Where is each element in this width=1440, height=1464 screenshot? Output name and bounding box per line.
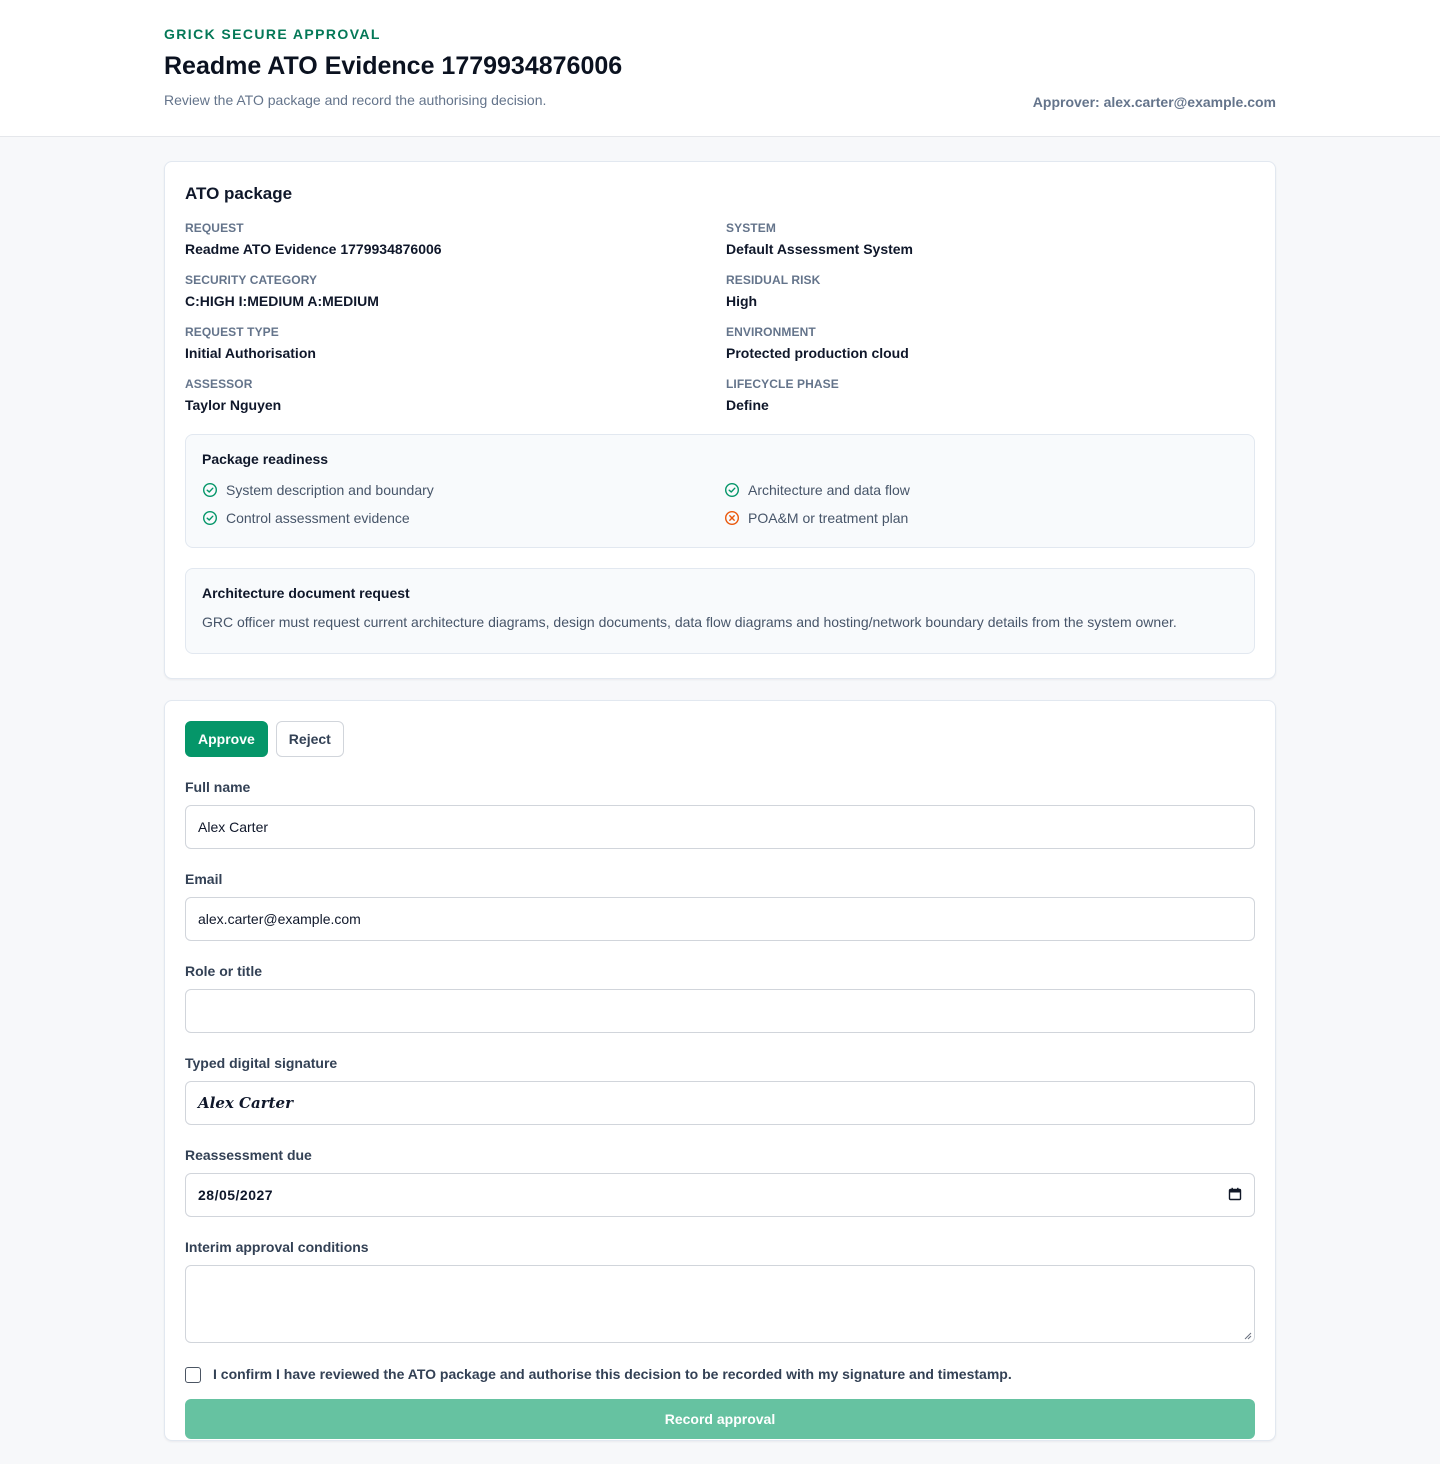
confirm-row: [185, 1365, 1255, 1383]
meta-value: Default Assessment System: [726, 241, 914, 257]
readiness-title: Package readiness: [202, 451, 329, 467]
email-field[interactable]: alex.carter@example.com: [185, 897, 1255, 941]
ato-package-card: [164, 161, 1276, 679]
record-approval-button[interactable]: Record approval: [185, 1399, 1255, 1439]
ato-metadata: [185, 221, 1255, 413]
confirm-label: I confirm I have reviewed the ATO package and authorise this decision to be recorded with my signature and timestamp.: [213, 1366, 1012, 1382]
meta-label: SECURITY CATEGORY: [185, 273, 318, 287]
meta-request: [185, 221, 726, 257]
meta-value: Initial Authorisation: [185, 345, 316, 361]
readiness-item-label: Control assessment evidence: [226, 510, 410, 526]
page-title: Readme ATO Evidence 1779934876006: [164, 52, 623, 80]
resize-grip-icon[interactable]: [1244, 1332, 1252, 1340]
signature-label: Typed digital signature: [185, 1055, 338, 1071]
reject-button[interactable]: Reject: [276, 721, 344, 757]
conditions-label: Interim approval conditions: [185, 1239, 369, 1255]
conditions-textarea[interactable]: [185, 1265, 1255, 1343]
page-header: [0, 0, 1440, 137]
role-label: Role or title: [185, 963, 263, 979]
meta-label: SYSTEM: [726, 221, 776, 235]
meta-environment: [726, 325, 1255, 361]
meta-assessor: [185, 377, 726, 413]
meta-system: [726, 221, 1255, 257]
meta-residual-risk: [726, 273, 1255, 309]
full-name-label: Full name: [185, 779, 251, 795]
meta-label: REQUEST TYPE: [185, 325, 279, 339]
meta-value: Protected production cloud: [726, 345, 909, 361]
check-circle-icon: [724, 482, 740, 498]
approver-label: Approver: alex.carter@example.com: [1032, 94, 1276, 110]
brand-label: GRICK SECURE APPROVAL: [164, 26, 381, 42]
meta-value: High: [726, 293, 758, 309]
check-circle-icon: [202, 482, 218, 498]
check-circle-icon: [202, 510, 218, 526]
x-circle-icon: [724, 510, 740, 526]
calendar-icon[interactable]: [1228, 1187, 1242, 1204]
confirm-checkbox[interactable]: [185, 1367, 201, 1383]
meta-value: Taylor Nguyen: [185, 397, 282, 413]
meta-value: Define: [726, 397, 769, 413]
meta-value: C:HIGH I:MEDIUM A:MEDIUM: [185, 293, 379, 309]
full-name-field[interactable]: Alex Carter: [185, 805, 1255, 849]
package-readiness-panel: [185, 434, 1255, 548]
reassessment-label: Reassessment due: [185, 1147, 312, 1163]
meta-label: ENVIRONMENT: [726, 325, 816, 339]
readiness-item: [202, 510, 724, 526]
readiness-item-label: System description and boundary: [226, 482, 434, 498]
readiness-item: [724, 510, 1238, 526]
role-field[interactable]: [185, 989, 1255, 1033]
reassessment-date-field[interactable]: [185, 1173, 1255, 1217]
architecture-request-title: Architecture document request: [202, 585, 410, 601]
reassessment-date-value: 28/05/2027: [198, 1187, 274, 1203]
meta-lifecycle-phase: [726, 377, 1255, 413]
architecture-request-panel: [185, 568, 1255, 654]
page-subtitle: Review the ATO package and record the authorising decision.: [164, 92, 547, 108]
readiness-item-label: POA&M or treatment plan: [748, 510, 909, 526]
meta-label: RESIDUAL RISK: [726, 273, 821, 287]
readiness-list: [202, 482, 1238, 526]
decision-toggle: [185, 721, 1255, 757]
signature-field[interactable]: Alex Carter: [185, 1081, 1255, 1125]
meta-label: LIFECYCLE PHASE: [726, 377, 839, 391]
readiness-item-label: Architecture and data flow: [748, 482, 910, 498]
decision-form-card: [164, 700, 1276, 1441]
email-label: Email: [185, 871, 223, 887]
meta-request-type: [185, 325, 726, 361]
meta-label: ASSESSOR: [185, 377, 253, 391]
readiness-item: [724, 482, 1238, 498]
architecture-request-text: GRC officer must request current architecture diagrams, design documents, data flow diagrams and hosting/network boundary details from the system owner.: [202, 614, 1177, 630]
meta-security-category: [185, 273, 726, 309]
approve-button[interactable]: Approve: [185, 721, 268, 757]
ato-package-title: ATO package: [185, 184, 293, 203]
readiness-item: [202, 482, 724, 498]
meta-label: REQUEST: [185, 221, 244, 235]
meta-value: Readme ATO Evidence 1779934876006: [185, 241, 442, 257]
